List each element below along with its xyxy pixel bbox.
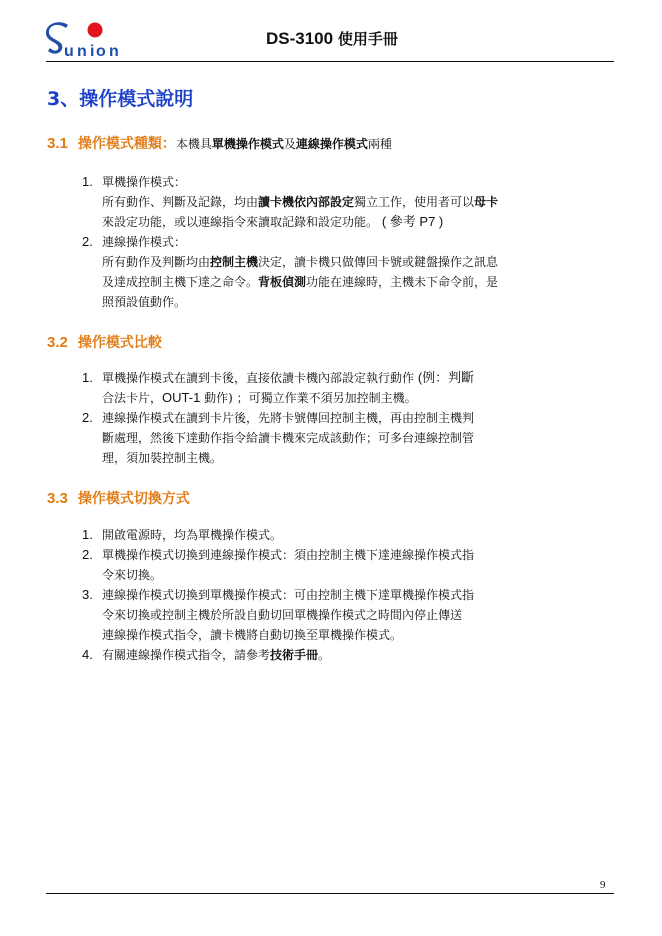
manual-title [266,28,398,49]
list-item: 1. 開啟電源時，均為單機操作模式。 [82,527,283,542]
svg-text:o: o [96,43,106,60]
list-item: 1. 單機操作模式： 所有動作、判斷及記錄，均由讀卡機依內部設定獨立工作，使用者可以母卡 來設定功能，或以連線指令來讀取記錄和設定功能。 ( 參考 P7 ) [82,174,499,229]
list-item: 3. 連線操作模式切換到單機操作模式：可由控制主機下達單機操作模式指 令來切換或控制主機於所設自動切回單機操作模式之時間內停止傳送 連線操作模式指令，讀卡機將自動切換至單機操作模式。 [82,587,475,642]
manual-title-suffix: 使用手冊 [337,30,398,48]
section-heading-3-3 [47,488,190,508]
section-heading-3-2 [47,332,162,352]
section-number: 3.1 [47,135,68,152]
list-item: 2. 連線操作模式： 所有動作及判斷均由控制主機決定，讀卡機只做傳回卡號或鍵盤操作之訊息 及達成控制主機下達之命令。背板偵測功能在連線時，主機未下命令前，是 照預設值動作。 [82,234,499,309]
section-number: 3.3 [47,490,68,507]
page-number: 9 [600,879,606,891]
section-title: 操作模式切換方式 [77,491,190,507]
list-3-2 [82,368,474,468]
svg-text:u: u [64,43,74,60]
section-title: 操作模式比較 [77,335,162,351]
footer-divider [46,893,614,894]
section-heading-3-1 [47,133,392,153]
section-number: 3.2 [47,334,68,351]
item-label: 單機操作模式： [102,175,187,189]
chapter-heading: 3、操作模式說明 [47,88,194,110]
section-intro: 本機具單機操作模式及連線操作模式兩種 [175,137,392,151]
sunion-logo [46,20,130,60]
section-title: 操作模式種類： [77,136,176,152]
item-label: 連線操作模式： [102,235,187,249]
svg-text:n: n [109,43,119,60]
list-3-1 [82,172,498,312]
svg-text:i: i [90,43,95,60]
list-item: 4. 有關連線操作模式指令，請參考技術手冊。 [82,647,331,662]
list-item: 2. 連線操作模式在讀到卡片後，先將卡號傳回控制主機，再由控制主機判 斷處理，然後下達動作指令給讀卡機來完成該動作；可多台連線控制管 理，須加裝控制主機。 [82,410,475,465]
svg-text:n: n [77,43,87,60]
header-divider [46,61,614,62]
list-item: 1. 單機操作模式在讀到卡後，直接依讀卡機內部設定執行動作 (例：判斷 合法卡片，OUT-1 動作) ；可獨立作業不須另加控制主機。 [82,370,475,405]
model-name: DS-3100 [266,29,334,48]
list-item: 2. 單機操作模式切換到連線操作模式：須由控制主機下達連線操作模式指 令來切換。 [82,547,475,582]
page-header [46,20,614,64]
list-3-3 [82,525,474,665]
